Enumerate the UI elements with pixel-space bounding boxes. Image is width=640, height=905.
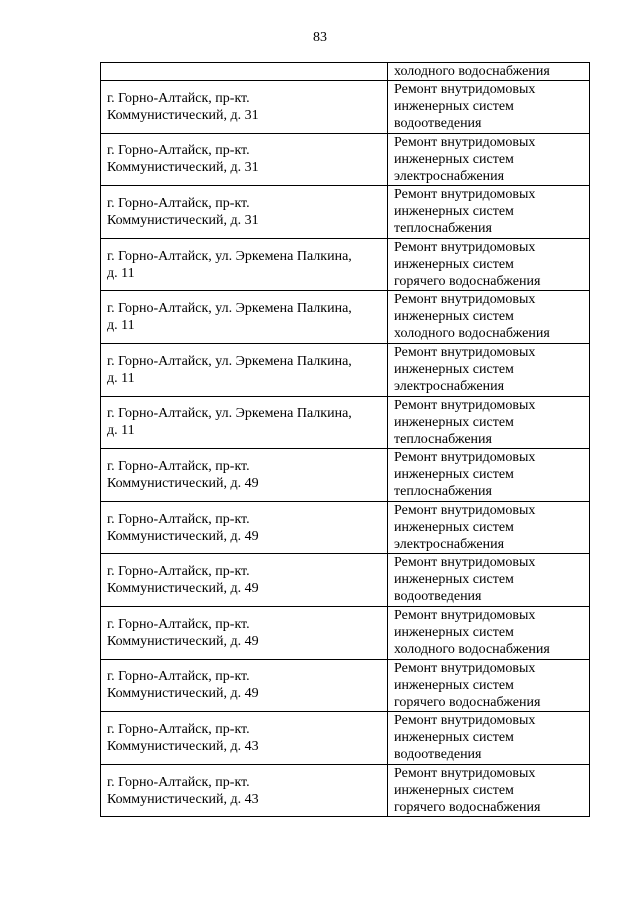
address-line: г. Горно-Алтайск, пр-кт. [107,616,250,632]
address-cell [101,659,388,712]
address-cell [101,449,388,502]
work-cell [388,81,590,134]
address-line: г. Горно-Алтайск, пр-кт. [107,90,250,106]
work-line: инженерных систем [394,99,514,114]
address-line: г. Горно-Алтайск, ул. Эркемена Палкина, [107,406,352,422]
work-line: инженерных систем [394,677,514,693]
work-line: водоотведения [394,589,482,605]
work-line: Ремонт внутридомовых [394,239,536,255]
work-line: инженерных систем [394,414,514,430]
address-cell [101,606,388,659]
address-cell [101,291,388,344]
address-line: г. Горно-Алтайск, пр-кт. [107,143,250,159]
address-line: Коммунистический, д. 43 [107,738,259,754]
work-line: инженерных систем [394,256,514,272]
work-cell [388,712,590,765]
work-line: инженерных систем [394,467,514,483]
table-row [101,133,590,186]
address-line: д. 11 [107,423,135,439]
table-row-continuation [101,63,590,81]
work-line: горячего водоснабжения [394,799,541,815]
work-line: Ремонт внутридомовых [394,134,536,150]
work-line: Ремонт внутридомовых [394,344,536,360]
table-row [101,501,590,554]
work-line: инженерных систем [394,782,514,798]
work-line: теплоснабжения [394,431,492,447]
address-line: Коммунистический, д. 49 [107,633,259,649]
work-cell [388,186,590,239]
address-line: Коммунистический, д. 31 [107,160,259,176]
address-line: Коммунистический, д. 31 [107,107,259,123]
work-line: инженерных систем [394,204,514,220]
work-line: электроснабжения [394,168,505,184]
work-line: горячего водоснабжения [394,694,541,710]
address-line: г. Горно-Алтайск, пр-кт. [107,195,250,211]
work-line: инженерных систем [394,572,514,588]
work-line: инженерных систем [394,730,514,746]
table-row [101,712,590,765]
work-line: Ремонт внутридомовых [394,450,536,466]
address-line: Коммунистический, д. 49 [107,686,259,702]
address-cell [101,712,388,765]
table-row [101,343,590,396]
work-line: электроснабжения [394,378,505,394]
table-row [101,764,590,817]
work-line: водоотведения [394,116,482,131]
work-line: Ремонт внутридомовых [394,607,536,623]
work-line: холодного водоснабжения [394,641,550,657]
work-line: Ремонт внутридомовых [394,502,536,518]
work-line: Ремонт внутридомовых [394,555,536,571]
work-line: Ремонт внутридомовых [394,660,536,676]
table-row [101,606,590,659]
work-cell [388,554,590,607]
address-line: Коммунистический, д. 49 [107,581,259,597]
table-row [101,554,590,607]
page-number: 83 [313,30,327,45]
address-line: г. Горно-Алтайск, пр-кт. [107,721,250,737]
work-cell [388,291,590,344]
address-cell [101,343,388,396]
address-line: д. 11 [107,265,135,281]
address-line: Коммунистический, д. 31 [107,212,259,228]
address-line: г. Горно-Алтайск, ул. Эркемена Палкина, [107,301,352,317]
work-cell [388,606,590,659]
work-line: инженерных систем [394,624,514,640]
address-line: д. 11 [107,370,135,386]
table-row [101,186,590,239]
work-line: инженерных систем [394,519,514,535]
address-line: д. 11 [107,318,135,334]
work-line: теплоснабжения [394,484,492,500]
work-cell: холодного водоснабжения [388,63,590,81]
work-line: инженерных систем [394,309,514,325]
work-cell [388,659,590,712]
work-line: электроснабжения [394,536,505,552]
work-line: инженерных систем [394,151,514,167]
address-cell [101,238,388,291]
address-line: г. Горно-Алтайск, ул. Эркемена Палкина, [107,248,352,264]
address-line: г. Горно-Алтайск, пр-кт. [107,458,250,474]
work-line: холодного водоснабжения [394,326,550,342]
address-cell [101,396,388,449]
address-cell [101,186,388,239]
address-line: Коммунистический, д. 49 [107,475,259,491]
work-line: горячего водоснабжения [394,273,541,289]
address-cell [101,81,388,134]
address-line: Коммунистический, д. 43 [107,791,259,807]
work-cell [388,343,590,396]
work-line: водоотведения [394,747,482,763]
works-table [100,62,590,817]
table-row [101,659,590,712]
work-cell [388,764,590,817]
table-row [101,396,590,449]
address-line: г. Горно-Алтайск, пр-кт. [107,774,250,790]
work-line: Ремонт внутридомовых [394,765,536,781]
work-line: Ремонт внутридомовых [394,187,536,203]
address-cell [101,63,388,81]
table-row [101,449,590,502]
table-row [101,81,590,134]
table-row [101,291,590,344]
address-line: г. Горно-Алтайск, ул. Эркемена Палкина, [107,353,352,369]
address-line: г. Горно-Алтайск, пр-кт. [107,564,250,580]
work-cell [388,501,590,554]
address-cell [101,554,388,607]
work-line: Ремонт внутридомовых [394,397,536,413]
address-line: г. Горно-Алтайск, пр-кт. [107,511,250,527]
address-cell [101,764,388,817]
address-line: Коммунистический, д. 49 [107,528,259,544]
work-line: Ремонт внутридомовых [394,292,536,308]
work-cell [388,396,590,449]
address-line: г. Горно-Алтайск, пр-кт. [107,669,250,685]
work-line: теплоснабжения [394,221,492,237]
work-cell [388,133,590,186]
work-line: Ремонт внутридомовых [394,82,536,97]
address-cell [101,501,388,554]
address-cell [101,133,388,186]
work-line: инженерных систем [394,361,514,377]
work-cell [388,449,590,502]
work-cell [388,238,590,291]
table-row [101,238,590,291]
work-line: Ремонт внутридомовых [394,713,536,729]
